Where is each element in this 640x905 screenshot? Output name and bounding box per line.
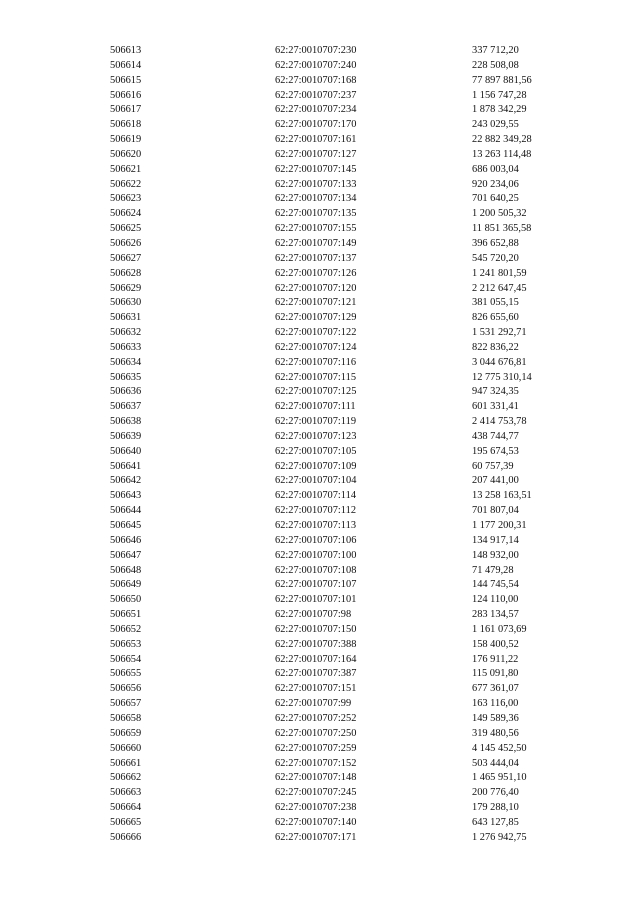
cadastral-value: 701 807,04 (472, 505, 519, 517)
row-number: 506615 (110, 74, 142, 86)
row-number: 506665 (110, 816, 142, 828)
cadastral-number: 62:27:0010707:111 (275, 401, 356, 413)
cadastral-number: 62:27:0010707:148 (275, 772, 357, 784)
cadastral-number: 62:27:0010707:133 (275, 178, 357, 190)
cadastral-value: 1 241 801,59 (472, 267, 527, 279)
cadastral-number: 62:27:0010707:135 (275, 208, 357, 220)
table-row (0, 356, 640, 371)
cadastral-number: 62:27:0010707:150 (275, 623, 357, 635)
cadastral-value: 337 712,20 (472, 45, 519, 56)
cadastral-number: 62:27:0010707:129 (275, 312, 357, 324)
cadastral-value: 1 465 951,10 (472, 772, 527, 784)
table-row (0, 742, 640, 757)
row-number: 506638 (110, 416, 142, 428)
table-row (0, 207, 640, 222)
cadastral-number: 62:27:0010707:125 (275, 386, 357, 398)
table-row (0, 282, 640, 297)
table-row (0, 786, 640, 801)
cadastral-number: 62:27:0010707:120 (275, 282, 357, 294)
row-number: 506616 (110, 89, 142, 101)
cadastral-number: 62:27:0010707:161 (275, 134, 357, 146)
cadastral-value: 1 156 747,28 (472, 89, 527, 101)
cadastral-number: 62:27:0010707:112 (275, 505, 357, 517)
table-row (0, 445, 640, 460)
row-number: 506634 (110, 356, 142, 368)
row-number: 506653 (110, 638, 142, 650)
table-row (0, 771, 640, 786)
cadastral-number: 62:27:0010707:98 (275, 609, 352, 621)
cadastral-number: 62:27:0010707:108 (275, 564, 357, 576)
cadastral-number: 62:27:0010707:121 (275, 297, 357, 309)
cadastral-number: 62:27:0010707:137 (275, 252, 357, 264)
data-table (0, 44, 640, 846)
table-row (0, 623, 640, 638)
cadastral-value: 1 531 292,71 (472, 327, 527, 339)
table-row (0, 593, 640, 608)
row-number: 506629 (110, 282, 142, 294)
cadastral-number: 62:27:0010707:145 (275, 163, 357, 175)
row-number: 506633 (110, 341, 142, 353)
table-row (0, 237, 640, 252)
cadastral-value: 601 331,41 (472, 401, 519, 413)
table-row (0, 801, 640, 816)
table-row (0, 59, 640, 74)
cadastral-value: 438 744,77 (472, 430, 519, 442)
cadastral-value: 13 263 114,48 (472, 148, 532, 160)
row-number: 506614 (110, 59, 142, 71)
row-number: 506635 (110, 371, 142, 383)
table-row (0, 564, 640, 579)
cadastral-number: 62:27:0010707:245 (275, 787, 357, 799)
cadastral-number: 62:27:0010707:168 (275, 74, 357, 86)
row-number: 506660 (110, 742, 142, 754)
row-number: 506651 (110, 609, 142, 621)
row-number: 506637 (110, 401, 142, 413)
table-row (0, 311, 640, 326)
cadastral-value: 158 400,52 (472, 638, 519, 650)
cadastral-number: 62:27:0010707:124 (275, 341, 357, 353)
table-row (0, 578, 640, 593)
row-number: 506646 (110, 534, 142, 546)
cadastral-number: 62:27:0010707:134 (275, 193, 357, 205)
cadastral-number: 62:27:0010707:149 (275, 237, 357, 249)
cadastral-value: 124 110,00 (472, 594, 519, 606)
row-number: 506643 (110, 490, 142, 502)
cadastral-value: 701 640,25 (472, 193, 519, 205)
cadastral-number: 62:27:0010707:100 (275, 549, 357, 561)
table-row (0, 534, 640, 549)
row-number: 506642 (110, 475, 142, 487)
table-row (0, 371, 640, 386)
row-number: 506621 (110, 163, 142, 175)
row-number: 506647 (110, 549, 142, 561)
cadastral-value: 2 414 753,78 (472, 416, 527, 428)
table-row (0, 608, 640, 623)
cadastral-value: 207 441,00 (472, 475, 519, 487)
cadastral-value: 115 091,80 (472, 668, 519, 680)
cadastral-number: 62:27:0010707:230 (275, 45, 357, 56)
cadastral-value: 920 234,06 (472, 178, 519, 190)
row-number: 506631 (110, 312, 142, 324)
row-number: 506662 (110, 772, 142, 784)
table-row (0, 133, 640, 148)
cadastral-number: 62:27:0010707:252 (275, 712, 357, 724)
cadastral-value: 149 589,36 (472, 712, 519, 724)
cadastral-number: 62:27:0010707:388 (275, 638, 357, 650)
cadastral-value: 1 200 505,32 (472, 208, 527, 220)
cadastral-value: 947 324,35 (472, 386, 519, 398)
cadastral-value: 1 878 342,29 (472, 104, 527, 116)
cadastral-value: 1 161 073,69 (472, 623, 527, 635)
table-row (0, 400, 640, 415)
table-row (0, 385, 640, 400)
row-number: 506636 (110, 386, 142, 398)
cadastral-value: 195 674,53 (472, 445, 519, 457)
cadastral-value: 22 882 349,28 (472, 134, 532, 146)
row-number: 506644 (110, 505, 142, 517)
cadastral-number: 62:27:0010707:387 (275, 668, 357, 680)
row-number: 506657 (110, 698, 142, 710)
row-number: 506652 (110, 623, 142, 635)
table-row (0, 252, 640, 267)
cadastral-number: 62:27:0010707:114 (275, 490, 357, 502)
cadastral-value: 60 757,39 (472, 460, 514, 472)
table-row (0, 460, 640, 475)
cadastral-value: 2 212 647,45 (472, 282, 527, 294)
cadastral-value: 319 480,56 (472, 727, 519, 739)
table-row (0, 89, 640, 104)
cadastral-number: 62:27:0010707:250 (275, 727, 357, 739)
cadastral-number: 62:27:0010707:126 (275, 267, 357, 279)
cadastral-number: 62:27:0010707:170 (275, 119, 357, 131)
cadastral-number: 62:27:0010707:151 (275, 683, 357, 695)
table-row (0, 430, 640, 445)
cadastral-number: 62:27:0010707:259 (275, 742, 357, 754)
row-number: 506620 (110, 148, 142, 160)
row-number: 506649 (110, 579, 142, 591)
cadastral-value: 243 029,55 (472, 119, 519, 131)
row-number: 506639 (110, 430, 142, 442)
table-row (0, 178, 640, 193)
table-row (0, 757, 640, 772)
table-row (0, 192, 640, 207)
cadastral-value: 163 116,00 (472, 698, 519, 710)
cadastral-number: 62:27:0010707:113 (275, 520, 357, 531)
row-number: 506617 (110, 104, 142, 116)
cadastral-value: 179 288,10 (472, 802, 519, 814)
cadastral-number: 62:27:0010707:171 (275, 831, 357, 843)
table-row (0, 148, 640, 163)
cadastral-value: 677 361,07 (472, 683, 519, 695)
row-number: 506622 (110, 178, 142, 190)
cadastral-number: 62:27:0010707:99 (275, 698, 352, 710)
row-number: 506641 (110, 460, 142, 472)
cadastral-number: 62:27:0010707:123 (275, 430, 357, 442)
table-row (0, 712, 640, 727)
table-row (0, 549, 640, 564)
table-row (0, 474, 640, 489)
table-row (0, 638, 640, 653)
table-row (0, 816, 640, 831)
row-number: 506664 (110, 802, 142, 814)
cadastral-value: 1 177 200,31 (472, 520, 527, 531)
table-row (0, 118, 640, 133)
cadastral-value: 1 276 942,75 (472, 831, 527, 843)
cadastral-number: 62:27:0010707:122 (275, 327, 357, 339)
row-number: 506632 (110, 327, 142, 339)
cadastral-value: 11 851 365,58 (472, 223, 532, 235)
cadastral-number: 62:27:0010707:107 (275, 579, 357, 591)
table-row (0, 44, 640, 59)
cadastral-number: 62:27:0010707:234 (275, 104, 357, 116)
row-number: 506645 (110, 520, 142, 531)
cadastral-value: 822 836,22 (472, 341, 519, 353)
table-row (0, 296, 640, 311)
cadastral-value: 3 044 676,81 (472, 356, 527, 368)
cadastral-value: 144 745,54 (472, 579, 519, 591)
table-row (0, 222, 640, 237)
cadastral-value: 686 003,04 (472, 163, 519, 175)
cadastral-value: 134 917,14 (472, 534, 519, 546)
row-number: 506661 (110, 757, 142, 769)
row-number: 506659 (110, 727, 142, 739)
cadastral-number: 62:27:0010707:152 (275, 757, 357, 769)
row-number: 506623 (110, 193, 142, 205)
row-number: 506640 (110, 445, 142, 457)
row-number: 506624 (110, 208, 142, 220)
table-row (0, 326, 640, 341)
row-number: 506654 (110, 653, 142, 665)
row-number: 506666 (110, 831, 142, 843)
cadastral-number: 62:27:0010707:104 (275, 475, 357, 487)
table-row (0, 341, 640, 356)
cadastral-number: 62:27:0010707:240 (275, 59, 357, 71)
cadastral-value: 12 775 310,14 (472, 371, 532, 383)
table-row (0, 163, 640, 178)
cadastral-number: 62:27:0010707:164 (275, 653, 357, 665)
row-number: 506625 (110, 223, 142, 235)
cadastral-value: 13 258 163,51 (472, 490, 532, 502)
row-number: 506628 (110, 267, 142, 279)
table-row (0, 267, 640, 282)
row-number: 506618 (110, 119, 142, 131)
cadastral-number: 62:27:0010707:116 (275, 356, 357, 368)
table-row (0, 74, 640, 89)
cadastral-number: 62:27:0010707:237 (275, 89, 357, 101)
table-row (0, 682, 640, 697)
cadastral-number: 62:27:0010707:140 (275, 816, 357, 828)
table-row (0, 667, 640, 682)
cadastral-value: 643 127,85 (472, 816, 519, 828)
cadastral-number: 62:27:0010707:127 (275, 148, 357, 160)
table-row (0, 653, 640, 668)
table-row (0, 415, 640, 430)
cadastral-number: 62:27:0010707:109 (275, 460, 357, 472)
row-number: 506630 (110, 297, 142, 309)
table-row (0, 103, 640, 118)
cadastral-value: 77 897 881,56 (472, 74, 532, 86)
row-number: 506613 (110, 45, 142, 56)
cadastral-number: 62:27:0010707:115 (275, 371, 357, 383)
cadastral-number: 62:27:0010707:119 (275, 416, 357, 428)
cadastral-number: 62:27:0010707:155 (275, 223, 357, 235)
cadastral-value: 503 444,04 (472, 757, 519, 769)
table-row (0, 727, 640, 742)
cadastral-value: 148 932,00 (472, 549, 519, 561)
table-row (0, 697, 640, 712)
cadastral-number: 62:27:0010707:105 (275, 445, 357, 457)
cadastral-value: 176 911,22 (472, 653, 519, 665)
row-number: 506658 (110, 712, 142, 724)
row-number: 506650 (110, 594, 142, 606)
cadastral-number: 62:27:0010707:238 (275, 802, 357, 814)
cadastral-value: 381 055,15 (472, 297, 519, 309)
row-number: 506648 (110, 564, 142, 576)
cadastral-value: 396 652,88 (472, 237, 519, 249)
row-number: 506627 (110, 252, 142, 264)
cadastral-number: 62:27:0010707:106 (275, 534, 357, 546)
cadastral-value: 4 145 452,50 (472, 742, 527, 754)
row-number: 506626 (110, 237, 142, 249)
table-row (0, 519, 640, 534)
table-row (0, 831, 640, 846)
table-row (0, 489, 640, 504)
cadastral-value: 200 776,40 (472, 787, 519, 799)
row-number: 506656 (110, 683, 142, 695)
cadastral-number: 62:27:0010707:101 (275, 594, 357, 606)
table-row (0, 504, 640, 519)
row-number: 506655 (110, 668, 142, 680)
row-number: 506663 (110, 787, 142, 799)
cadastral-value: 71 479,28 (472, 564, 514, 576)
cadastral-value: 545 720,20 (472, 252, 519, 264)
cadastral-value: 228 508,08 (472, 59, 519, 71)
row-number: 506619 (110, 134, 142, 146)
cadastral-value: 283 134,57 (472, 609, 519, 621)
cadastral-value: 826 655,60 (472, 312, 519, 324)
